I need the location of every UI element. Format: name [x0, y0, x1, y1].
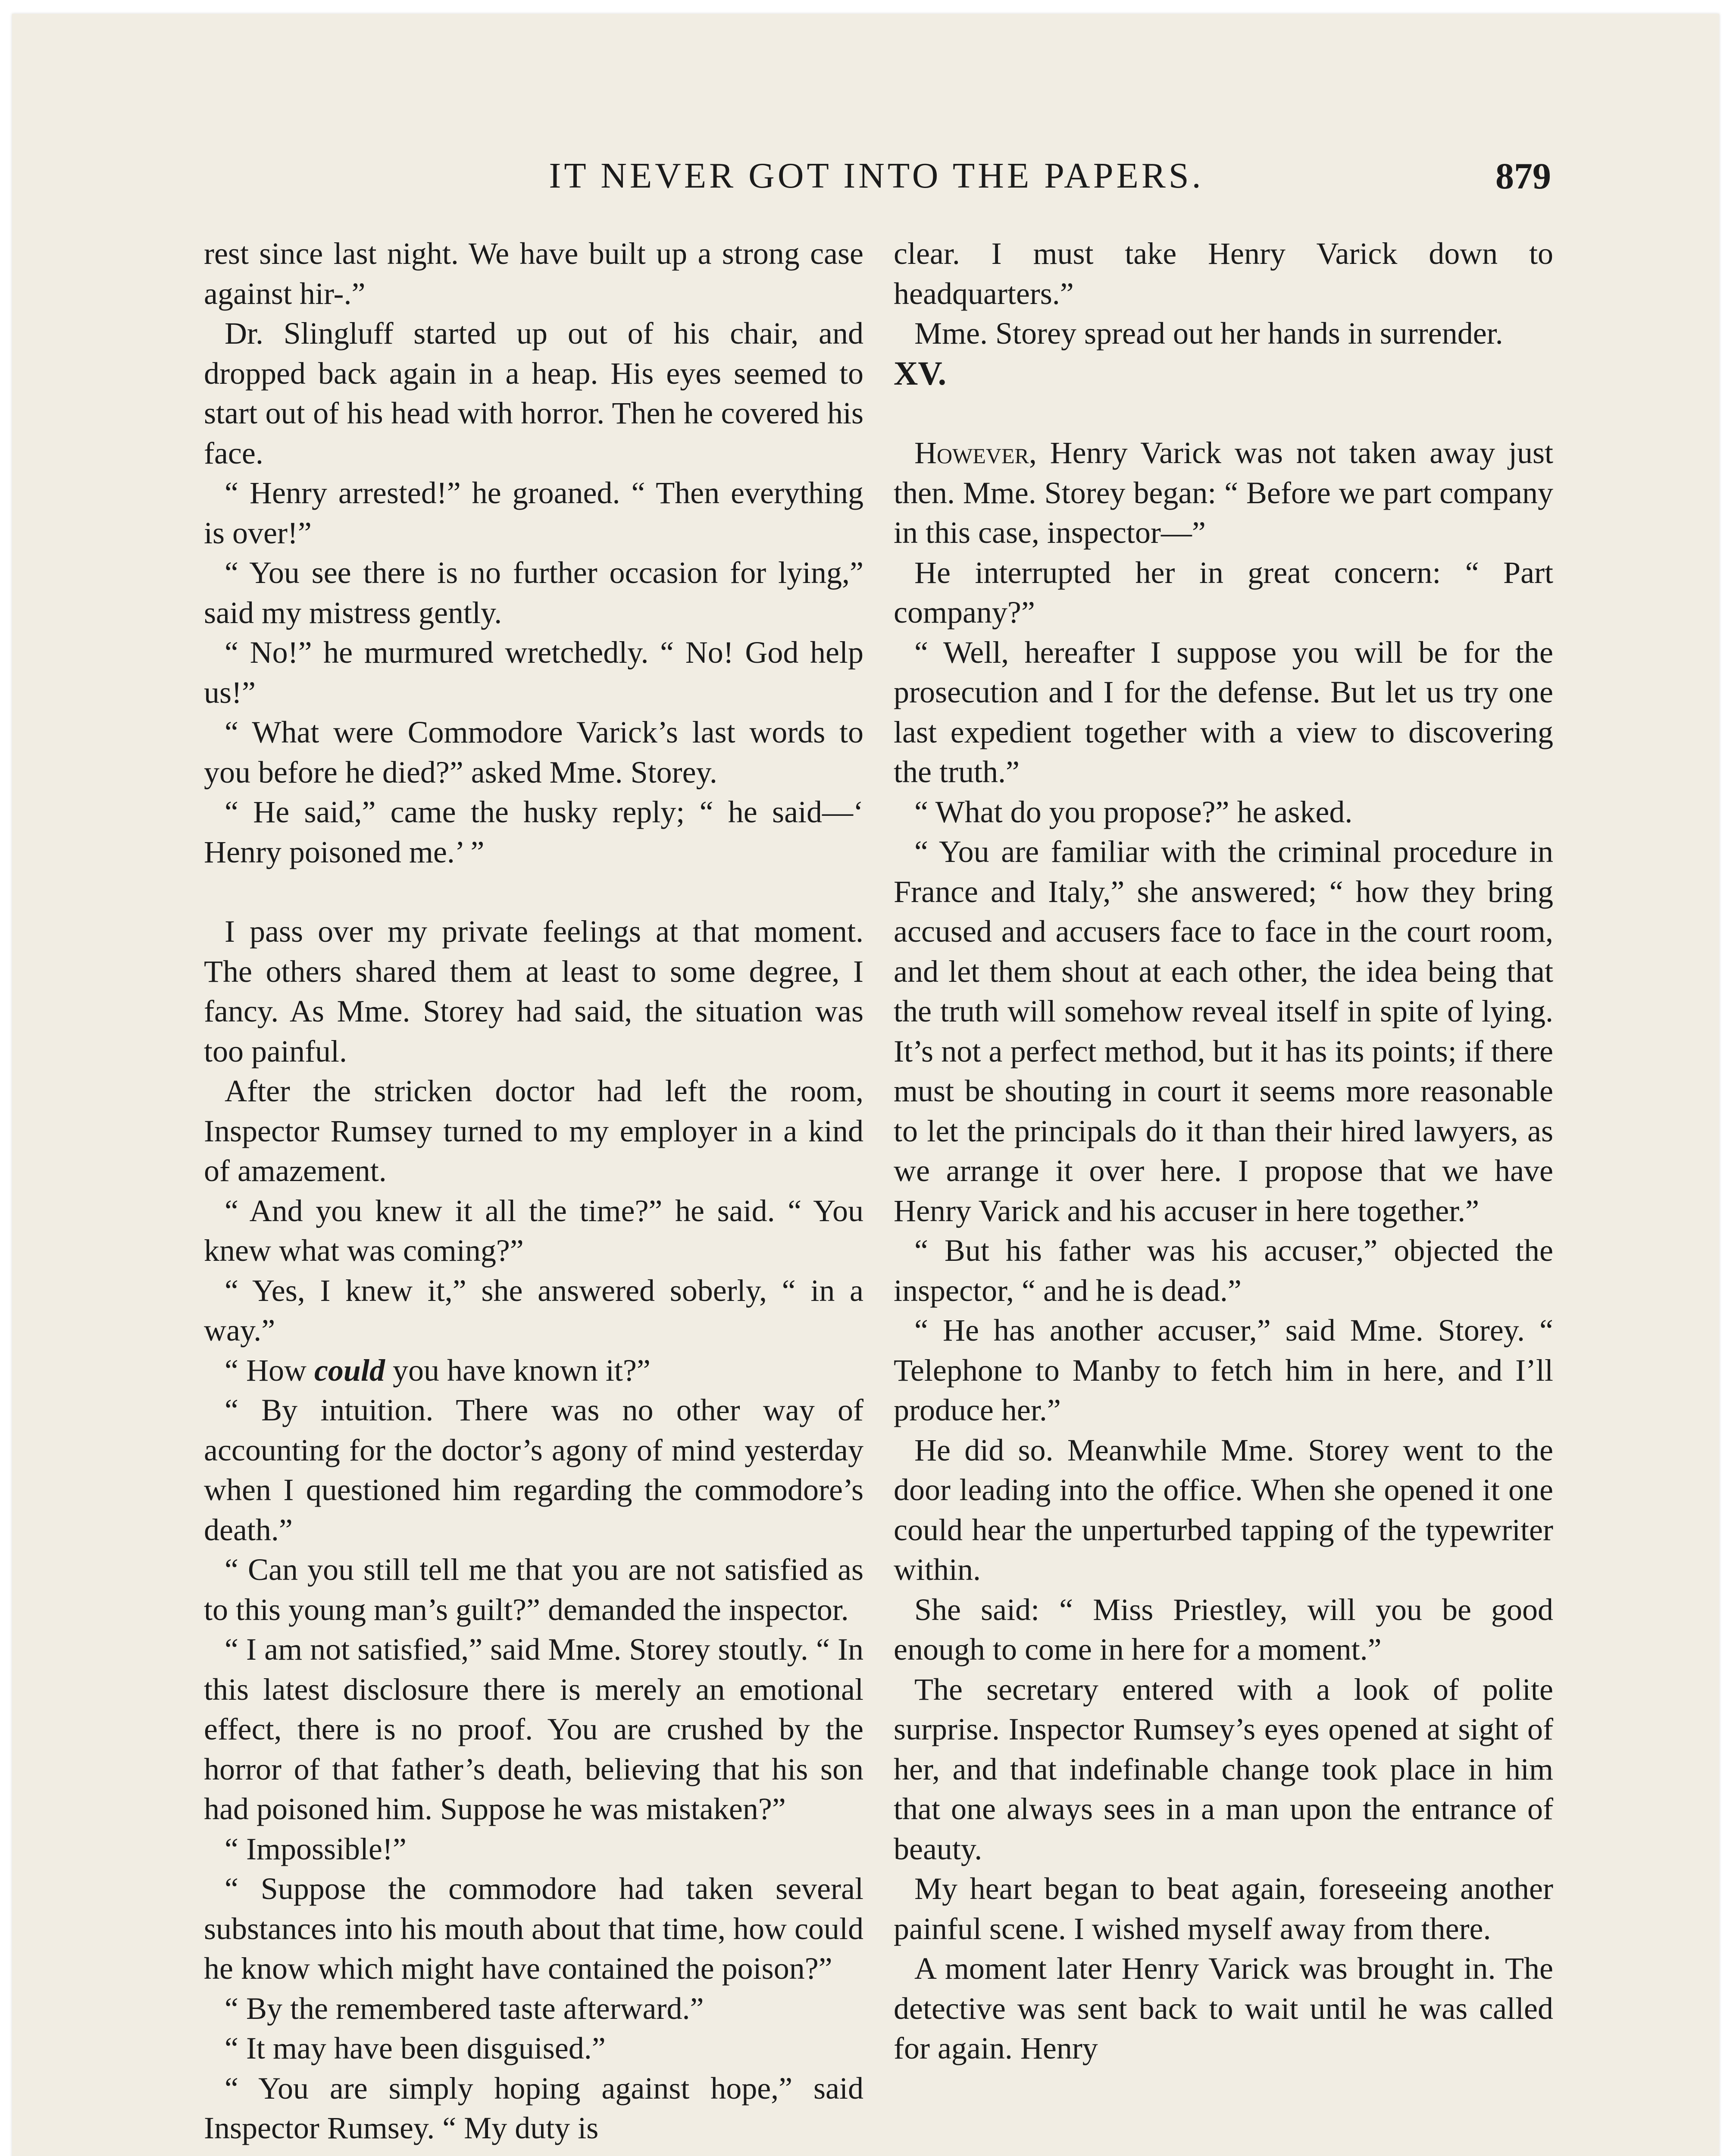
paragraph: “ Can you still tell me that you are not satisfied as to this young man’s guilt?” demanded the inspector. [204, 1552, 863, 1627]
running-title: IT NEVER GOT INTO THE PAPERS. [549, 156, 1204, 196]
left-column [204, 234, 863, 2148]
text-run: Henry Varick was not taken away just then. Mme. Storey began: “ Before we part company in this case, inspector—” [894, 436, 1553, 550]
paragraph: “ It may have been disguised.” [225, 2031, 606, 2065]
paragraph: “ Yes, I knew it,” she answered soberly, “ in a way.” [204, 1273, 863, 1348]
paragraph: “ You see there is no further occasion for lying,” said my mistress gently. [204, 555, 863, 630]
section-break [894, 393, 1553, 433]
paragraph: “ You are familiar with the criminal procedure in France and Italy,” she answered; “ how they bring accused and accusers face to face in the court room, and let them shout at each other, the idea being that the truth will somehow reveal itself in spite of lying. It’s not a perfect method, but it has its points; if there must be shouting in court it seems more reasonable to let the principals do it than their hired lawyers, as we arrange it over here. I propose that we have Henry Varick and his accuser in here together.” [894, 834, 1553, 1228]
paragraph: A moment later Henry Varick was brought in. The detective was sent back to wait until he was called for again. Henry [894, 1951, 1553, 2065]
paragraph: “ You are simply hoping against hope,” said Inspector Rumsey. “ My duty is [204, 2071, 863, 2145]
paragraph: He did so. Meanwhile Mme. Storey went to the door leading into the office. When she opened it one could hear the unperturbed tapping of the typewriter within. [894, 1432, 1553, 1587]
paragraph: Mme. Storey spread out her hands in surrender. [914, 316, 1503, 351]
italic-emphasis: could [314, 1353, 385, 1388]
paragraph: “ By the remembered taste afterward.” [225, 1991, 704, 2026]
paragraph: “ By intuition. There was no other way of accounting for the doctor’s agony of mind yesterday when I questioned him regarding the commodore’s death.” [204, 1393, 863, 1547]
paragraph: She said: “ Miss Priestley, will you be good enough to come in here for a moment.” [894, 1592, 1553, 1667]
paragraph [894, 433, 1553, 553]
paragraph: clear. I must take Henry Varick down to headquarters.” [894, 236, 1553, 311]
paragraph: “ Henry arrested!” he groaned. “ Then everything is over!” [204, 476, 863, 550]
paragraph: “ Suppose the commodore had taken several substances into his mouth about that time, how could he know which might have contained the poison?” [204, 1871, 863, 1986]
paragraph: “ And you knew it all the time?” he said. “ You knew what was coming?” [204, 1193, 863, 1268]
paragraph: rest since last night. We have built up a strong case against hir-.” [204, 236, 863, 311]
paragraph: “ Well, hereafter I suppose you will be for the prosecution and I for the defense. But let us try one last expedient together with a view to discovering the truth.” [894, 635, 1553, 789]
paragraph: “ He has another accuser,” said Mme. Storey. “ Telephone to Manby to fetch him in here, and I’ll produce her.” [894, 1313, 1553, 1427]
paragraph [204, 1351, 863, 1391]
paragraph: My heart began to beat again, foreseeing another painful scene. I wished myself away from there. [894, 1871, 1553, 1946]
small-caps-lead: However, [914, 436, 1037, 470]
paragraph: He interrupted her in great concern: “ Part company?” [894, 555, 1553, 630]
text-run: you have known it?” [385, 1353, 651, 1388]
page-number: 879 [1495, 155, 1551, 197]
paragraph: After the stricken doctor had left the room, Inspector Rumsey turned to my employer in a kind of amazement. [204, 1074, 863, 1188]
right-column [894, 234, 1553, 2068]
paragraph: The secretary entered with a look of polite surprise. Inspector Rumsey’s eyes opened at sight of her, and that indefinable change took place in him that one always sees in a man upon the entrance of beauty. [894, 1672, 1553, 1866]
paragraph: “ What were Commodore Varick’s last words to you before he died?” asked Mme. Storey. [204, 715, 863, 790]
chapter-heading: XV. [894, 354, 947, 392]
paragraph: “ He said,” came the husky reply; “ he said—‘ Henry poisoned me.’ ” [204, 795, 863, 869]
paragraph: “ I am not satisfied,” said Mme. Storey stoutly. “ In this latest disclosure there is merely an emotional effect, there is no proof. You are crushed by the horror of that father’s death, believing that his son had poisoned him. Suppose he was mistaken?” [204, 1632, 863, 1826]
paragraph: “ But his father was his accuser,” objected the inspector, “ and he is dead.” [894, 1233, 1553, 1308]
paragraph: I pass over my private feelings at that moment. The others shared them at least to some degree, I fancy. As Mme. Storey had said, the situation was too painful. [204, 914, 863, 1069]
text-run: “ How [225, 1353, 314, 1388]
page-header [202, 150, 1551, 206]
paragraph: “ No!” he murmured wretchedly. “ No! God help us!” [204, 635, 863, 710]
paragraph: “ Impossible!” [225, 1831, 407, 1866]
paragraph: “ What do you propose?” he asked. [914, 794, 1353, 829]
section-break [204, 872, 863, 912]
paragraph: Dr. Slingluff started up out of his chair, and dropped back again in a heap. His eyes seemed to start out of his head with horror. Then he covered his face. [204, 316, 863, 470]
magazine-page [12, 14, 1719, 2156]
